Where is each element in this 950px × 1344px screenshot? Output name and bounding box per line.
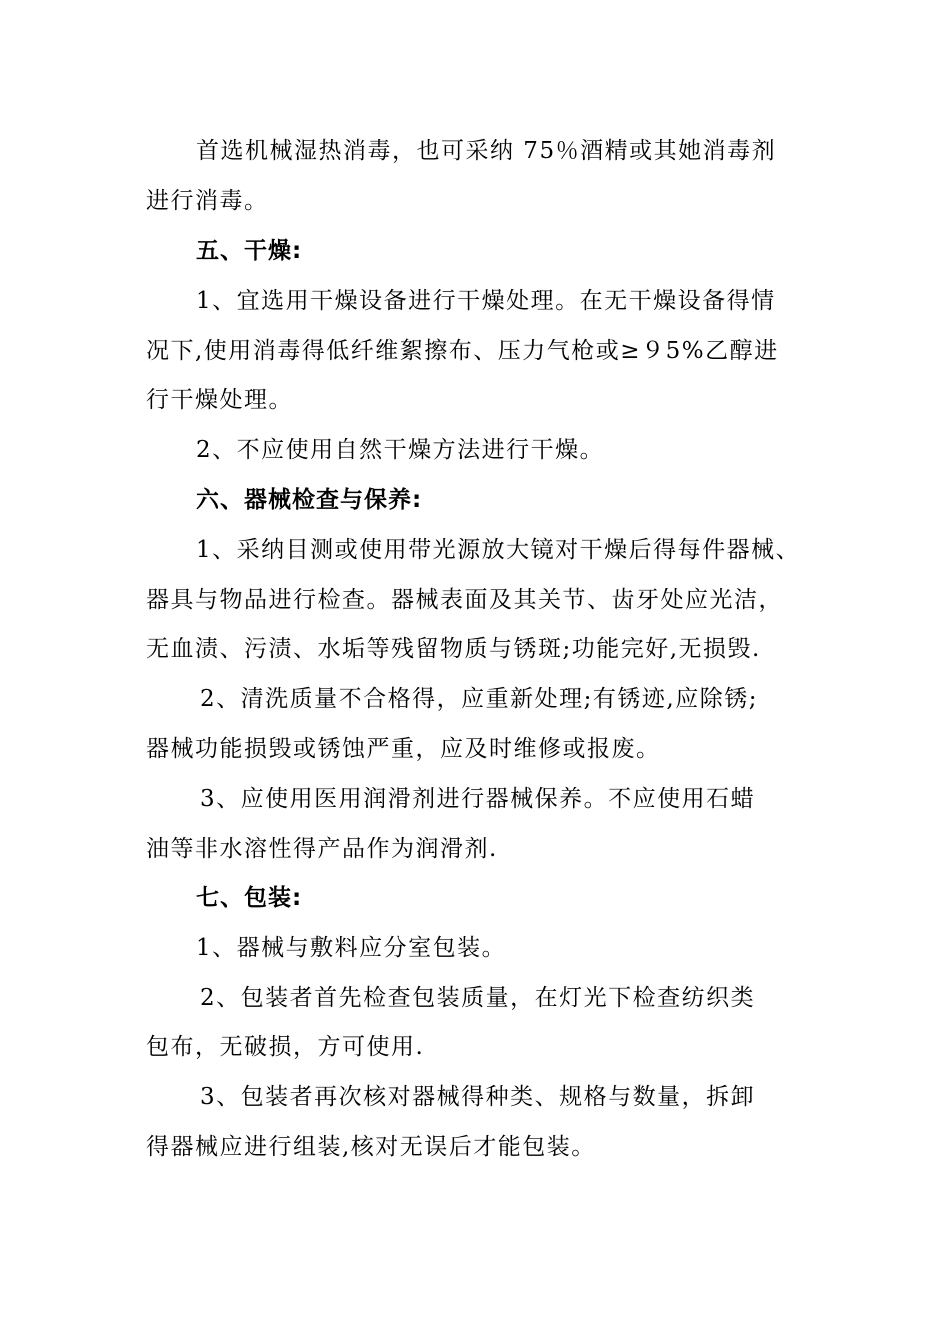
drying-item-1-line-1: 1、宜选用干燥设备进行干燥处理。在无干燥设备得情 [196, 288, 776, 314]
inspection-item-2-line-2: 器械功能损毁或锈蚀严重，应及时维修或报废。 [146, 736, 661, 762]
packaging-item-2-line-2: 包布，无破损，方可使用. [146, 1034, 425, 1060]
section-heading-packaging: 七、包装: [196, 885, 303, 911]
inspection-item-1-line-2: 器具与物品进行检查。器械表面及其关节、齿牙处应光洁， [146, 587, 783, 613]
inspection-item-3-line-1: 3、应使用医用润滑剂进行器械保养。不应使用石蜡 [200, 786, 756, 812]
packaging-item-1: 1、器械与敷料应分室包装。 [196, 935, 507, 961]
packaging-item-3-line-1: 3、包装者再次核对器械得种类、规格与数量，拆卸 [200, 1084, 756, 1110]
drying-item-2: 2、不应使用自然干燥方法进行干燥。 [196, 437, 605, 463]
inspection-item-3-line-2: 油等非水溶性得产品作为润滑剂. [146, 836, 498, 862]
packaging-item-3-line-2: 得器械应进行组装,核对无误后才能包装。 [146, 1134, 596, 1160]
packaging-item-2-line-1: 2、包装者首先检查包装质量，在灯光下检查纺织类 [200, 985, 756, 1011]
drying-item-1-line-2: 况下,使用消毒得低纤维絮擦布、压力气枪或≥９5%乙醇进 [146, 338, 779, 364]
inspection-item-1-line-1: 1、采纳目测或使用带光源放大镜对干燥后得每件器械、 [196, 537, 801, 563]
paragraph-disinfection-line-2: 进行消毒。 [146, 188, 269, 214]
inspection-item-2-line-1: 2、清洗质量不合格得，应重新处理;有锈迹,应除锈; [200, 686, 758, 712]
inspection-item-1-line-3: 无血渍、污渍、水垢等残留物质与锈斑;功能完好,无损毁. [146, 636, 761, 662]
paragraph-disinfection-line-1: 首选机械湿热消毒，也可采纳 75％酒精或其她消毒剂 [196, 138, 777, 164]
section-heading-drying: 五、干燥: [196, 238, 303, 264]
section-heading-inspection: 六、器械检查与保养: [196, 487, 423, 513]
drying-item-1-line-3: 行干燥处理。 [146, 387, 293, 413]
